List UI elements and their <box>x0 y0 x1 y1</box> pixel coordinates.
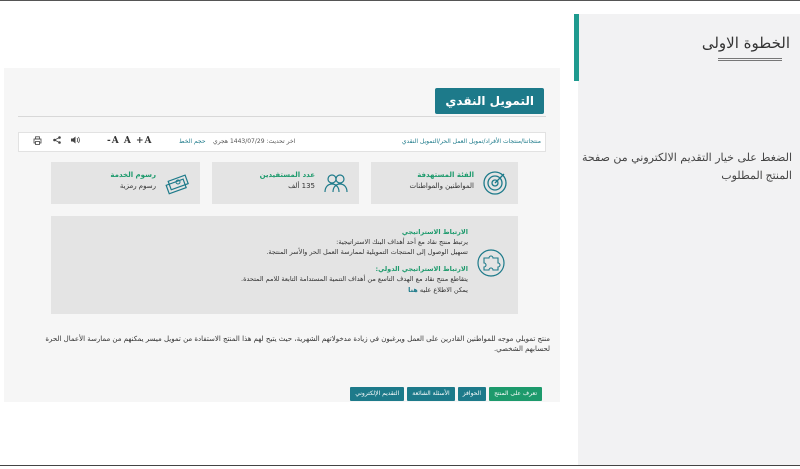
strategy-title: الارتباط الاستراتيجي <box>401 228 468 236</box>
card-title: الفئة المستهدفة <box>417 171 474 179</box>
tab-incentives[interactable]: الحوافز <box>458 387 486 401</box>
page-toolbar <box>18 132 546 152</box>
font-size-label: حجم الخط <box>179 138 206 145</box>
card-title: رسوم الخدمة <box>110 171 156 179</box>
accent-bar <box>574 14 579 81</box>
tab-faq[interactable]: الأسئلة الشائعة <box>407 387 455 401</box>
audio-icon[interactable] <box>71 136 80 146</box>
step-title: الخطوة الاولى <box>701 34 790 52</box>
strategy-line: يرتبط منتج نقاد مع أحد أهداف البنك الاستراتيجية: <box>336 238 468 246</box>
top-border <box>0 0 800 1</box>
last-updated: اخر تحديث: 1443/07/29 هجري <box>213 138 296 145</box>
product-page-screenshot <box>4 68 560 402</box>
card-value: رسوم رمزية <box>119 182 156 190</box>
step-text: الضغط على خيار التقديم الالكتروني من صفحة المنتج المطلوب <box>582 152 792 182</box>
print-icon[interactable] <box>33 136 42 147</box>
title-underline <box>718 58 782 61</box>
product-tabs <box>350 387 542 401</box>
puzzle-icon <box>476 248 506 278</box>
money-icon <box>164 170 190 196</box>
here-link[interactable]: هنا <box>408 286 418 294</box>
intl-strategy-title: الارتباط الاستراتيجي الدولي: <box>375 265 468 273</box>
card-beneficiaries <box>212 162 359 204</box>
divider <box>18 116 546 117</box>
card-service-fees <box>51 162 200 204</box>
bottom-border <box>0 465 800 469</box>
strategy-line: تسهيل الوصول إلى المنتجات التمويلية لممارسة العمل الحر والأسر المنتجة. <box>266 248 468 256</box>
share-icon[interactable] <box>53 136 61 146</box>
instruction-panel <box>578 14 800 465</box>
tab-about-product[interactable]: تعرف على المنتج <box>489 387 542 401</box>
strategic-link-box <box>51 216 518 314</box>
target-icon <box>482 170 508 196</box>
intl-strategy-line <box>408 286 468 294</box>
card-title: عدد المستفيدين <box>259 171 315 179</box>
intl-strategy-text: يمكن الاطلاع عليه <box>419 286 468 294</box>
breadcrumb[interactable]: منتجاتنا/منتجات الأفراد/تمويل العمل الحر/التمويل النقدي <box>401 138 541 145</box>
font-size-buttons[interactable]: -A A +A <box>107 136 153 146</box>
card-value: 135 ألف <box>288 182 315 190</box>
people-icon <box>323 170 349 196</box>
card-target-group <box>371 162 518 204</box>
tab-electronic-application[interactable]: التقديم الإلكتروني <box>350 387 404 401</box>
product-description: منتج تمويلي موجه للمواطنين القادرين على العمل ويرغبون في زيادة مدخولاتهم الشهرية، حيث يتيح لهم هذا المنتج الاستفادة من تمويل ميسر يمكنهم من ممارسة الأعمال الحرة لحسابهم الشخصي. <box>45 335 550 353</box>
intl-strategy-line: يتقاطع منتج نقاد مع الهدف التاسع من أهداف التنمية المستدامة التابعة للامم المتحدة. <box>241 275 468 283</box>
page-title: التمويل النقدي <box>435 88 544 114</box>
card-value: المواطنين والمواطنات <box>409 182 474 190</box>
